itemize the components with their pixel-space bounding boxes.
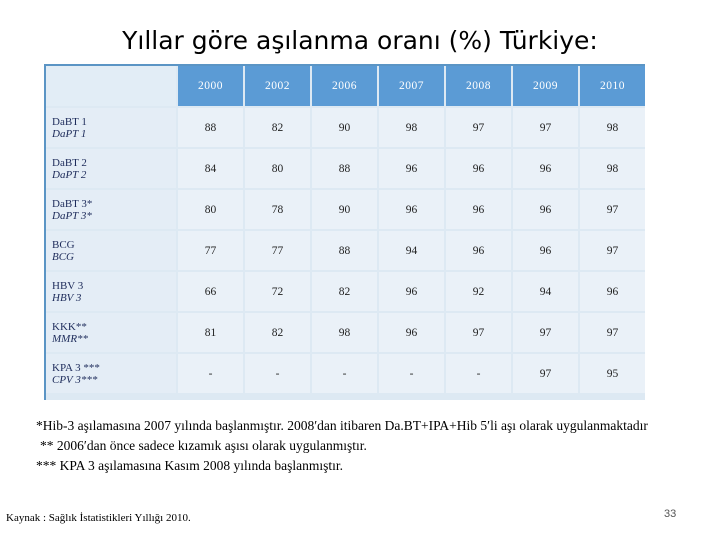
row-label — [46, 354, 176, 393]
row-label — [46, 149, 176, 188]
row-label-turkish: HBV 3 — [52, 279, 84, 292]
table-row — [46, 149, 645, 188]
row-label-english: MMR** — [52, 332, 89, 345]
footnote-mmr: ** 2006′dan önce sadece kızamık aşısı olarak uygulanmıştır. — [40, 438, 367, 453]
rate-cell: 88 — [178, 108, 243, 147]
rate-cell: 72 — [245, 272, 310, 311]
table-row — [46, 272, 645, 311]
header-year-2002: 2002 — [245, 66, 310, 106]
rate-cell: 96 — [379, 313, 444, 352]
table-row — [46, 313, 645, 352]
rate-cell: 97 — [513, 354, 578, 393]
rate-cell: 96 — [513, 190, 578, 229]
rate-cell: 98 — [379, 108, 444, 147]
row-label-english: CPV 3*** — [52, 373, 98, 386]
footnote-hib: *Hib-3 aşılamasına 2007 yılında başlanmıştır. 2008′dan itibaren Da.BT+IPA+Hib 5′li aşı olarak uygulanmaktadır — [36, 418, 648, 433]
rate-cell: 82 — [245, 108, 310, 147]
rate-cell: 96 — [446, 190, 511, 229]
rate-cell: 97 — [513, 313, 578, 352]
rate-cell: 82 — [312, 272, 377, 311]
rate-cell: 94 — [513, 272, 578, 311]
rate-cell: 98 — [580, 149, 645, 188]
row-label-turkish: DaBT 3* — [52, 197, 93, 210]
rate-cell: 97 — [446, 108, 511, 147]
row-label-turkish: BCG — [52, 238, 75, 251]
header-year-2007: 2007 — [379, 66, 444, 106]
header-year-2009: 2009 — [513, 66, 578, 106]
table-row — [46, 190, 645, 229]
rate-cell: - — [178, 354, 243, 393]
rate-cell: 92 — [446, 272, 511, 311]
page-number: 33 — [664, 508, 677, 520]
rate-cell: 96 — [513, 231, 578, 270]
table-header-row — [46, 66, 645, 106]
row-label — [46, 231, 176, 270]
row-label-english: DaPT 2 — [52, 168, 87, 181]
rate-cell: 96 — [379, 272, 444, 311]
rate-cell: 97 — [580, 190, 645, 229]
rate-cell: - — [245, 354, 310, 393]
header-year-2000: 2000 — [178, 66, 243, 106]
slide-title: Yıllar göre aşılanma oranı (%) Türkiye: — [122, 26, 598, 55]
rate-cell: 95 — [580, 354, 645, 393]
header-corner-cell — [46, 66, 176, 106]
row-label-turkish: KPA 3 *** — [52, 361, 100, 374]
rate-cell: 81 — [178, 313, 243, 352]
row-label — [46, 190, 176, 229]
row-label — [46, 313, 176, 352]
table-row — [46, 231, 645, 270]
row-label — [46, 108, 176, 147]
row-label-english: HBV 3 — [52, 291, 82, 304]
rate-cell: 77 — [178, 231, 243, 270]
header-year-2006: 2006 — [312, 66, 377, 106]
row-label-english: DaPT 3* — [52, 209, 92, 222]
table-row — [46, 354, 645, 393]
rate-cell: 98 — [580, 108, 645, 147]
row-label-turkish: DaBT 2 — [52, 156, 87, 169]
rate-cell: 82 — [245, 313, 310, 352]
source-citation: Kaynak : Sağlık İstatistikleri Yıllığı 2010. — [6, 512, 191, 524]
vaccination-rate-table — [44, 64, 647, 395]
rate-cell: - — [379, 354, 444, 393]
rate-cell: 80 — [178, 190, 243, 229]
rate-cell: 77 — [245, 231, 310, 270]
rate-cell: 78 — [245, 190, 310, 229]
rate-cell: 97 — [446, 313, 511, 352]
rate-cell: 88 — [312, 231, 377, 270]
rate-cell: 96 — [446, 231, 511, 270]
rate-cell: 97 — [513, 108, 578, 147]
rate-cell: 96 — [513, 149, 578, 188]
rate-cell: 97 — [580, 313, 645, 352]
row-label-english: DaPT 1 — [52, 127, 87, 140]
rate-cell: 80 — [245, 149, 310, 188]
rate-cell: 96 — [379, 190, 444, 229]
rate-cell: 98 — [312, 313, 377, 352]
rate-cell: - — [446, 354, 511, 393]
rate-cell: 90 — [312, 108, 377, 147]
footnote-kpa: *** KPA 3 aşılamasına Kasım 2008 yılında başlanmıştır. — [36, 458, 343, 473]
header-year-2010: 2010 — [580, 66, 645, 106]
rate-cell: 97 — [580, 231, 645, 270]
row-label-turkish: KKK** — [52, 320, 87, 333]
rate-cell: 94 — [379, 231, 444, 270]
rate-cell: 66 — [178, 272, 243, 311]
rate-cell: 90 — [312, 190, 377, 229]
row-label-english: BCG — [52, 250, 74, 263]
table-row — [46, 108, 645, 147]
rate-cell: 96 — [580, 272, 645, 311]
rate-cell: 96 — [446, 149, 511, 188]
footnotes — [36, 416, 696, 476]
row-label — [46, 272, 176, 311]
rate-cell: - — [312, 354, 377, 393]
row-label-turkish: DaBT 1 — [52, 115, 87, 128]
header-year-2008: 2008 — [446, 66, 511, 106]
rate-cell: 88 — [312, 149, 377, 188]
rate-cell: 96 — [379, 149, 444, 188]
rate-cell: 84 — [178, 149, 243, 188]
